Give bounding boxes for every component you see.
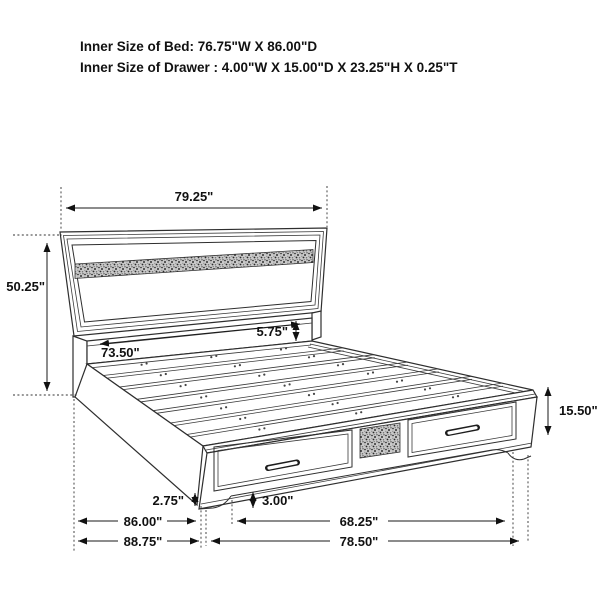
dim-label-headboard-height: 50.25"	[6, 279, 45, 294]
footboard-glitter-panel	[360, 423, 400, 458]
dim-label-slat-width: 73.50"	[101, 345, 140, 360]
dim-inner-depth	[78, 514, 196, 529]
dim-headboard-width	[61, 186, 327, 230]
dim-footboard-height	[548, 387, 598, 435]
dim-label-drawer-section-width: 68.25"	[339, 514, 379, 529]
dim-label-foot-clearance: 3.00"	[262, 493, 294, 508]
dim-label-rail-height: 5.75"	[256, 324, 288, 339]
dim-label-base-height: 2.75"	[152, 493, 184, 508]
dim-label-total-depth: 88.75"	[123, 534, 163, 549]
dim-drawer-section-width	[237, 514, 505, 529]
headboard-right-post	[312, 311, 321, 340]
bed-inner-size-text: Inner Size of Bed: 76.75"W X 86.00"D	[80, 39, 318, 54]
drawer-inner-size-text: Inner Size of Drawer : 4.00"W X 15.00"D X 23.25"H X 0.25"T	[80, 60, 458, 75]
dim-label-headboard-width: 79.25"	[174, 189, 214, 204]
dim-label-footboard-height: 15.50"	[559, 403, 598, 418]
dim-footboard-width	[211, 534, 519, 549]
dim-label-footboard-width: 78.50"	[339, 534, 379, 549]
dim-label-inner-depth: 86.00"	[123, 514, 163, 529]
dim-total-depth	[78, 534, 199, 549]
